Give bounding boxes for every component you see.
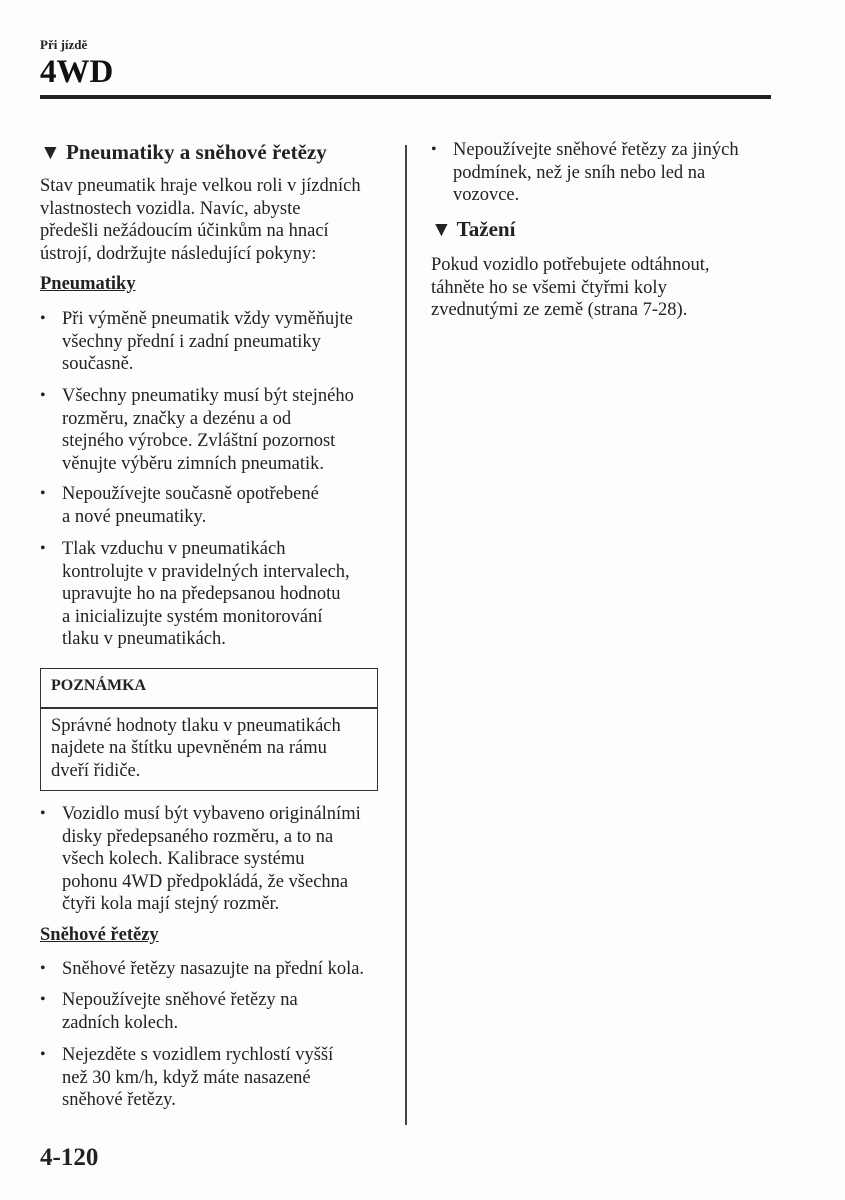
- list-item-text: Sněhové řetězy nasazujte na přední kola.: [62, 959, 365, 979]
- bullet-icon: •: [40, 387, 46, 404]
- page-number: 4-120: [40, 1144, 99, 1171]
- list-item-text: Nepoužívejte sněhové řetězy na zadních kolech.: [62, 990, 298, 1033]
- list-item: [431, 139, 739, 207]
- section-heading-towing: [431, 217, 515, 241]
- note-title: POZNÁMKA: [51, 677, 147, 694]
- header-rule: [40, 95, 771, 99]
- bullet-icon: •: [40, 1046, 46, 1063]
- bullet-icon: •: [40, 310, 46, 327]
- list-item-text: Nepoužívejte současně opotřebené a nové pneumatiky.: [62, 484, 319, 527]
- list-item-text: Vozidlo musí být vybaveno originálními disky předepsaného rozměru, a to na všech kolech. Kalibrace systému pohonu 4WD předpokládá, že všechna čtyři kola mají stejný rozměr.: [62, 804, 361, 914]
- bullet-icon: •: [40, 485, 46, 502]
- subheading-tyres: Pneumatiky: [40, 274, 136, 294]
- list-item-text: Nejezděte s vozidlem rychlostí vyšší než 30 km/h, když máte nasazené sněhové řetězy.: [62, 1045, 334, 1110]
- list-item: [40, 803, 361, 916]
- bullet-icon: •: [40, 960, 46, 977]
- note-text: Správné hodnoty tlaku v pneumatikách najdete na štítku upevněném na rámu dveří řidiče.: [51, 715, 341, 781]
- list-item-text: Nepoužívejte sněhové řetězy za jiných podmínek, než je sníh nebo led na vozovce.: [453, 140, 739, 205]
- bullet-icon: •: [431, 141, 437, 158]
- list-item: [40, 308, 353, 376]
- note-box: [40, 668, 378, 791]
- bullet-icon: •: [40, 540, 46, 557]
- column-divider: [405, 145, 407, 1125]
- list-item: [40, 958, 364, 981]
- list-item: [40, 989, 298, 1034]
- bullet-icon: •: [40, 991, 46, 1008]
- triangle-icon: ▼: [431, 217, 452, 241]
- heading-text: Tažení: [456, 217, 516, 241]
- list-item: [40, 483, 319, 528]
- list-item-text: Tlak vzduchu v pneumatikách kontrolujte v pravidelných intervalech, upravujte ho na předepsanou hodnotu a inicializujte systém monitorování tlaku v pneumatikách.: [62, 539, 350, 649]
- heading-text: Pneumatiky a sněhové řetězy: [66, 140, 327, 164]
- page-title: 4WD: [40, 54, 114, 90]
- towing-paragraph: Pokud vozidlo potřebujete odtáhnout, táhněte ho se všemi čtyřmi koly zvednutými ze země (strana 7-28).: [431, 255, 710, 320]
- subheading-snow-chains: Sněhové řetězy: [40, 925, 159, 945]
- bullet-icon: •: [40, 805, 46, 822]
- list-item-text: Všechny pneumatiky musí být stejného rozměru, značky a dezénu a od stejného výrobce. Zvláštní pozornost věnujte výběru zimních pneumatik.: [62, 386, 354, 474]
- triangle-icon: ▼: [40, 140, 61, 164]
- section-heading-tyres: [40, 140, 327, 164]
- list-item: [40, 1044, 333, 1112]
- section-label: Při jízdě: [40, 37, 88, 52]
- list-item-text: Při výměně pneumatik vždy vyměňujte všechny přední i zadní pneumatiky současně.: [62, 309, 353, 374]
- list-item: [40, 385, 354, 475]
- intro-paragraph: Stav pneumatik hraje velkou roli v jízdních vlastnostech vozidla. Navíc, abyste předešli nežádoucím účinkům na hnací ústrojí, dodržujte následující pokyny:: [40, 176, 361, 264]
- list-item: [40, 538, 350, 651]
